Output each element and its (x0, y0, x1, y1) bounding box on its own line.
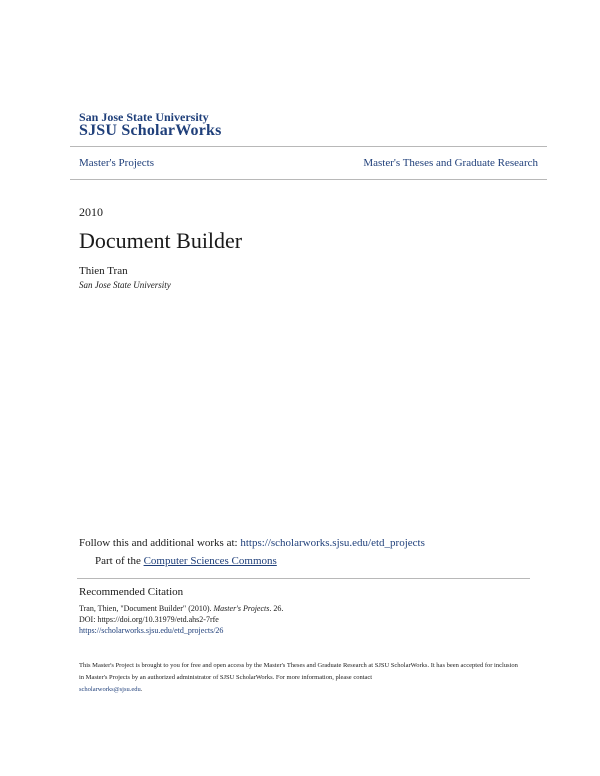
divider-bottom (70, 179, 547, 180)
citation-prefix: Tran, Thien, "Document Builder" (2010). (79, 604, 212, 613)
divider-citation (77, 578, 530, 579)
part-of-text: Part of the (95, 555, 141, 567)
nav-masters-projects-link[interactable]: Master's Projects (79, 157, 154, 169)
part-of-line (95, 555, 277, 567)
nav-theses-link[interactable]: Master's Theses and Graduate Research (363, 157, 538, 169)
access-notice (79, 660, 519, 696)
access-notice-end: . (140, 686, 143, 693)
publication-year: 2010 (79, 205, 103, 219)
document-title: Document Builder (79, 228, 243, 253)
computer-sciences-commons-link[interactable]: Computer Sciences Commons (143, 555, 277, 567)
citation-series: Master's Projects (213, 604, 270, 613)
divider-top (70, 146, 547, 147)
citation-line (79, 603, 283, 614)
author-name: Thien Tran (79, 265, 128, 277)
repository-name[interactable]: SJSU ScholarWorks (79, 122, 222, 139)
citation-doi: DOI: https://doi.org/10.31979/etd.ahs2-7rfe (79, 615, 219, 624)
citation-block (79, 603, 283, 636)
contact-email-link[interactable]: scholarworks@sjsu.edu (79, 686, 141, 693)
follow-text: Follow this and additional works at: (79, 537, 238, 549)
citation-url-link[interactable]: https://scholarworks.sjsu.edu/etd_projects/26 (79, 626, 224, 635)
author-affiliation: San Jose State University (79, 280, 171, 290)
access-notice-text: This Master's Project is brought to you for free and open access by the Master's Theses and Graduate Research at SJSU ScholarWorks. It has been accepted for inclusion in Master's Projects by an authorized administrator of SJSU ScholarWorks. For more information, please contact (79, 662, 518, 681)
follow-line (79, 537, 425, 549)
collection-url-link[interactable]: https://scholarworks.sjsu.edu/etd_projects (240, 537, 425, 549)
university-name[interactable]: San Jose State University (79, 110, 209, 124)
citation-heading: Recommended Citation (79, 586, 184, 598)
citation-suffix: . 26. (269, 604, 284, 613)
